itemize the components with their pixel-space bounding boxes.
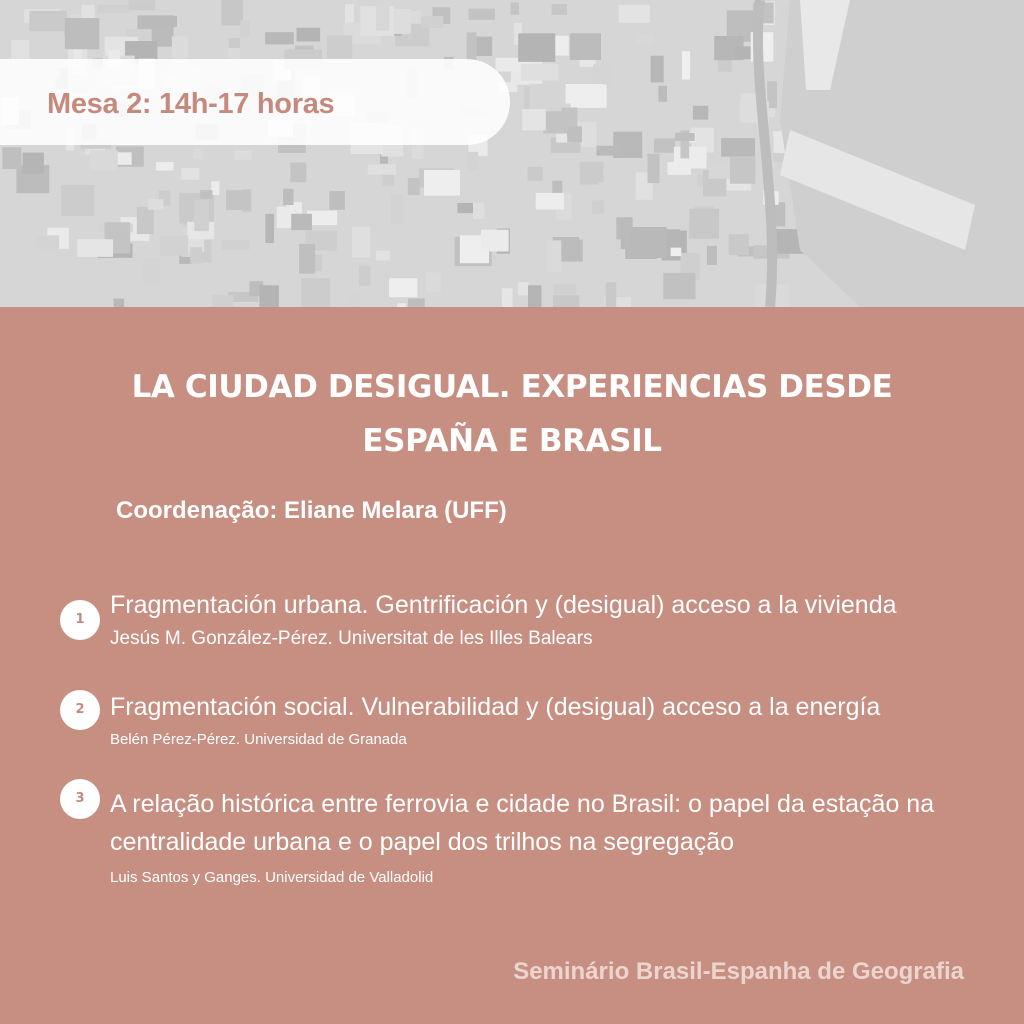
city-block (553, 295, 579, 307)
city-block (193, 148, 203, 159)
talk-title: Fragmentación social. Vulnerabilidad y (desigual) acceso a la energía (110, 693, 881, 721)
city-block (734, 46, 751, 59)
city-block (90, 150, 118, 170)
city-block (211, 181, 219, 194)
city-block (580, 162, 604, 185)
city-block (36, 235, 59, 249)
aerial-city-photo (0, 0, 1024, 307)
city-block (621, 226, 630, 249)
city-block (671, 248, 682, 256)
city-block (290, 162, 306, 182)
city-block (116, 152, 132, 165)
city-block (522, 109, 546, 130)
city-block (467, 32, 477, 60)
city-block (329, 191, 345, 210)
talk-title-line-2: centralidade urbana e o papel dos trilhos na segregação (110, 828, 735, 856)
city-block (259, 285, 279, 307)
city-block (408, 178, 420, 195)
city-block (631, 227, 667, 258)
city-block (689, 209, 719, 239)
coordination-label: Coordenação: Eliane Melara (UFF) (116, 497, 507, 524)
city-block (345, 4, 354, 22)
city-block (599, 182, 611, 196)
city-block (408, 299, 425, 307)
city-block (391, 194, 403, 224)
city-block (97, 5, 129, 14)
city-block (547, 240, 561, 271)
event-name: Seminário Brasil-Espanha de Geografia (513, 958, 964, 985)
city-block (190, 247, 202, 263)
city-block (663, 273, 695, 299)
city-block (528, 167, 543, 181)
city-block (301, 278, 330, 307)
city-block (528, 285, 542, 307)
city-block (226, 190, 250, 210)
city-block (376, 3, 389, 31)
talk-number-badge: 2 (60, 690, 100, 730)
city-block (654, 138, 675, 152)
city-block (667, 162, 690, 175)
city-block (658, 86, 667, 102)
city-block (368, 164, 396, 174)
city-block (77, 239, 113, 257)
talk-author: Luis Santos y Ganges. Universidad de Valladolid (110, 869, 434, 886)
city-block (299, 244, 315, 274)
city-block (61, 185, 94, 216)
session-title-line-2: ESPAÑA E BRASIL (362, 423, 662, 459)
talk-title (110, 785, 990, 861)
city-block (156, 162, 173, 171)
city-block (521, 64, 558, 81)
city-block (212, 295, 233, 307)
city-block (265, 32, 294, 44)
city-block (200, 190, 212, 199)
city-block (346, 293, 360, 307)
talk-author: Jesús M. González-Pérez. Universitat de les Illes Balears (110, 628, 593, 649)
city-block (682, 51, 690, 79)
city-block (222, 240, 250, 250)
city-block (143, 16, 177, 27)
city-block (502, 288, 513, 307)
city-block (566, 84, 604, 103)
city-block (469, 9, 495, 20)
city-block (352, 227, 370, 257)
city-block (473, 203, 484, 219)
city-block (518, 33, 555, 62)
talk-author: Belén Pérez-Pérez. Universidad de Granada (110, 731, 407, 748)
city-block (148, 199, 164, 210)
city-block (721, 138, 755, 157)
city-block (779, 4, 788, 17)
city-block (194, 200, 209, 232)
city-block (567, 126, 582, 142)
city-block (730, 157, 756, 184)
talk-number-badge: 3 (60, 779, 100, 819)
city-block (536, 193, 564, 210)
city-block (579, 228, 594, 240)
session-time-label: Mesa 2: 14h-17 horas (47, 88, 335, 120)
city-block (552, 4, 567, 15)
city-block (235, 150, 252, 160)
city-block (597, 146, 620, 156)
talk-title-line-1: A relação histórica entre ferrovia e cidade no Brasil: o papel da estação na (110, 790, 935, 818)
city-block (467, 152, 478, 171)
city-block (424, 170, 460, 196)
city-block (291, 214, 312, 230)
session-title-line-1: LA CIUDAD DESIGUAL. EXPERIENCIAS DESDE (131, 369, 893, 405)
city-block (729, 234, 749, 255)
city-block (283, 189, 294, 205)
city-block (23, 153, 44, 174)
city-block (426, 272, 441, 291)
city-block (327, 35, 352, 58)
city-block (109, 231, 127, 239)
city-block (481, 230, 509, 252)
city-block (181, 168, 199, 180)
session-title (62, 360, 962, 468)
city-block (221, 0, 243, 25)
city-block (297, 28, 321, 42)
city-block (65, 18, 99, 49)
city-block (143, 258, 160, 283)
city-block (518, 282, 529, 295)
city-block (389, 278, 417, 297)
city-block (128, 0, 155, 10)
city-block (160, 236, 188, 256)
city-block (240, 20, 250, 37)
city-block (11, 40, 29, 60)
city-block (648, 154, 660, 183)
city-block (265, 214, 274, 243)
city-block (570, 33, 601, 60)
city-block (651, 56, 664, 83)
city-block (619, 5, 650, 23)
city-block (693, 106, 708, 120)
city-block (376, 251, 390, 261)
city-block (707, 246, 717, 265)
talk-title: Fragmentación urbana. Gentrificación y (desigual) acceso a la vivienda (110, 591, 897, 619)
talk-number-badge: 1 (60, 600, 100, 640)
city-block (137, 207, 154, 234)
city-block (554, 284, 577, 294)
city-block (510, 2, 519, 14)
city-block (529, 84, 561, 111)
city-block (606, 282, 617, 307)
city-block (29, 11, 66, 31)
city-block (675, 133, 695, 141)
city-block (2, 147, 21, 169)
city-block (592, 200, 604, 213)
city-block (637, 34, 654, 44)
city-block (421, 16, 443, 28)
city-block (114, 299, 124, 307)
city-block (359, 266, 370, 286)
aerial-city-illustration (0, 0, 1024, 307)
city-block (477, 37, 493, 56)
